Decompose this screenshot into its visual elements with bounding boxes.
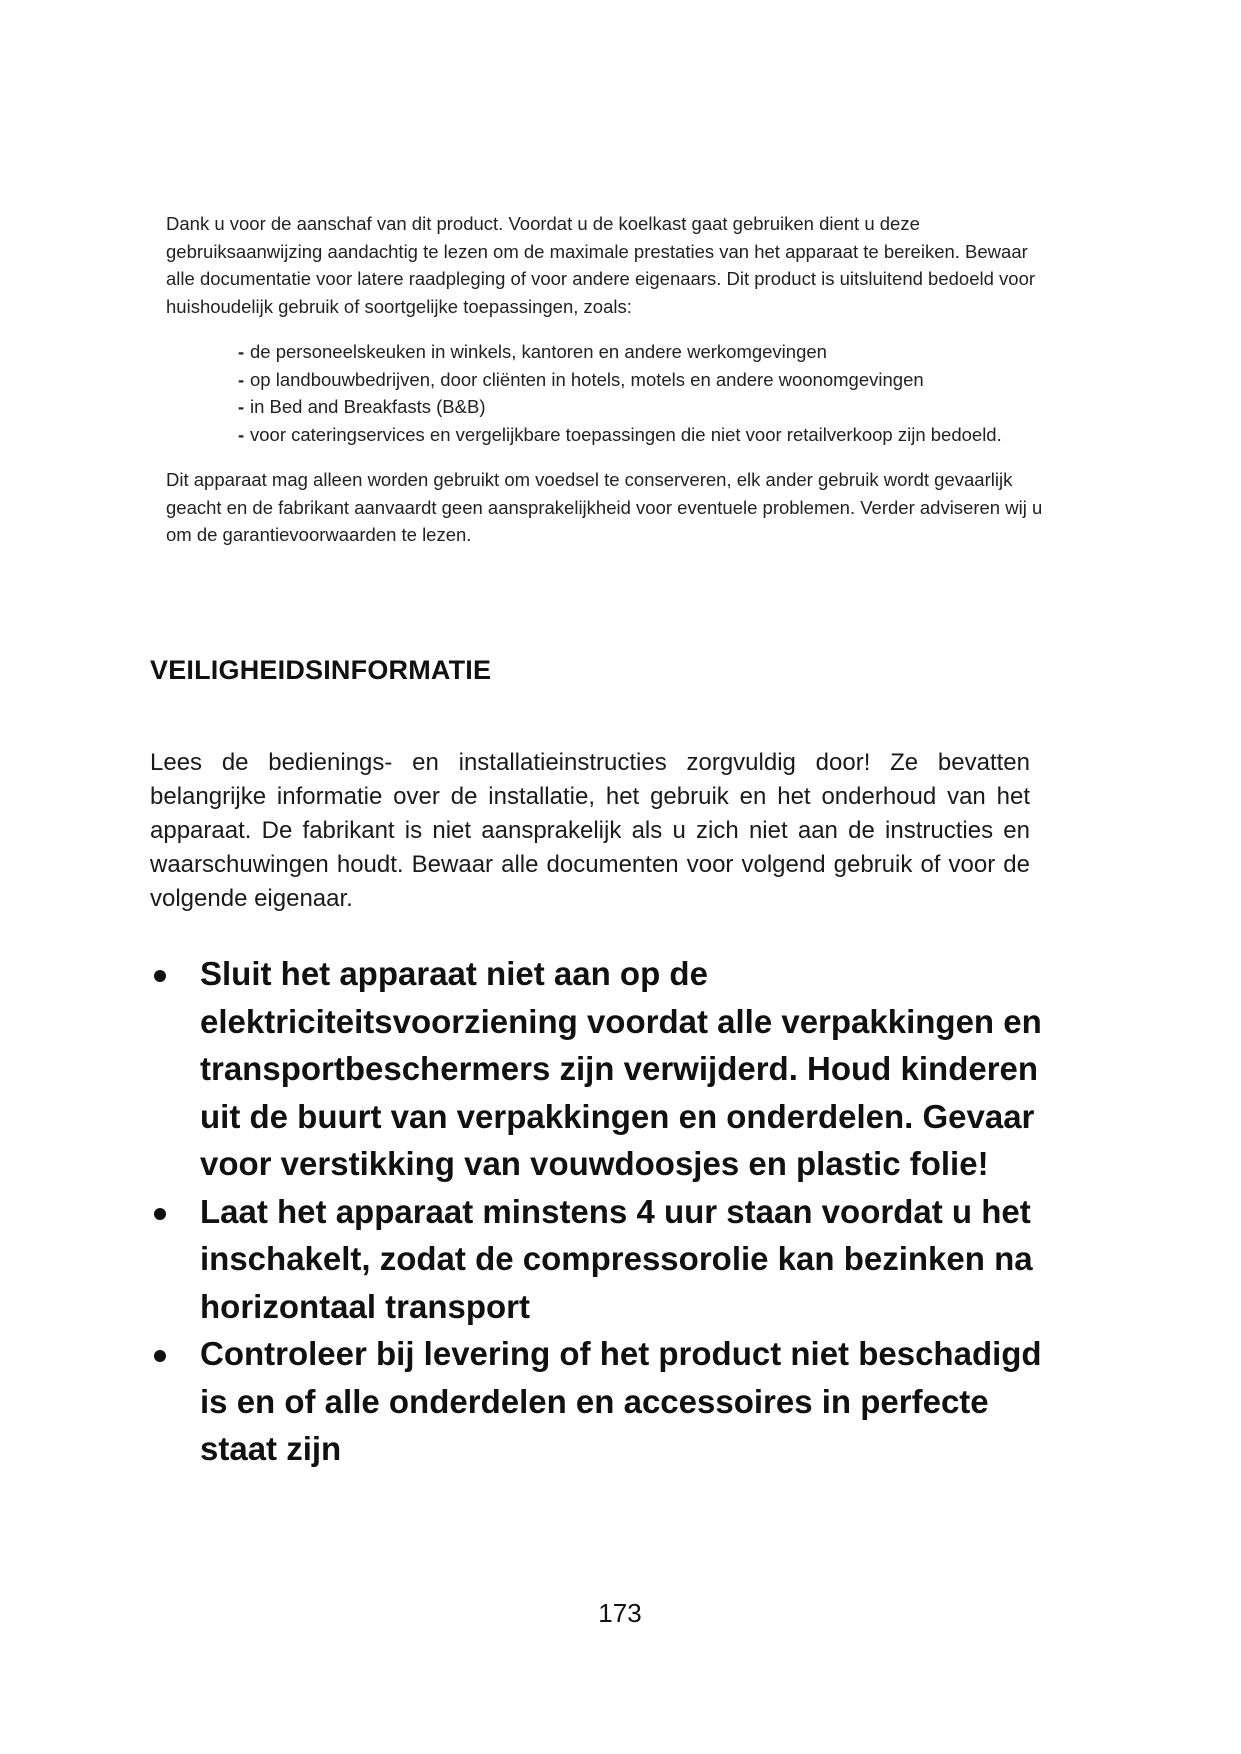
list-item: - voor cateringservices en vergelijkbare toepassingen die niet voor retailverkoop zijn bedoeld.	[238, 421, 1046, 449]
list-item: - op landbouwbedrijven, door cliënten in hotels, motels en andere woonomgevingen	[238, 366, 1046, 394]
bullet-icon	[154, 1208, 166, 1220]
page-number: 173	[598, 1598, 642, 1628]
warning-text: Controleer bij levering of het product niet beschadigd is en of alle onderdelen en accessoires in perfecte staat zijn	[200, 1335, 1042, 1467]
list-item: - in Bed and Breakfasts (B&B)	[238, 393, 1046, 421]
list-item: - de personeelskeuken in winkels, kantoren en andere werkomgevingen	[238, 338, 1046, 366]
intro-note: Dit apparaat mag alleen worden gebruikt om voedsel te conserveren, elk ander gebruik wordt gevaarlijk geacht en de fabrikant aanvaardt geen aansprakelijkheid voor eventuele problemen. Verder adviseren wij u om de garantievoorwaarden te lezen.	[166, 469, 1043, 545]
warning-item	[150, 950, 1070, 1188]
warning-list	[150, 950, 1070, 1473]
safety-intro-paragraph: Lees de bedienings- en installatieinstructies zorgvuldig door! Ze bevatten belangrijke informatie over de installatie, het gebruik en het onderhoud van het apparaat. De fabrikant is niet aansprakelijk als u zich niet aan de instructies en waarschuwingen houdt. Bewaar alle documenten voor volgend gebruik of voor de volgende eigenaar.	[150, 749, 1030, 912]
intro-paragraph: Dank u voor de aanschaf van dit product. Voordat u de koelkast gaat gebruiken dient u deze gebruiksaanwijzing aandachtig te lezen om de maximale prestaties van het apparaat te bereiken. Bewaar alle documentatie voor latere raadpleging of voor andere eigenaars. Dit product is uitsluitend bedoeld voor huishoudelijk gebruik of soortgelijke toepassingen, zoals:	[166, 213, 1036, 317]
warning-text: Laat het apparaat minstens 4 uur staan voordat u het inschakelt, zodat de compressorolie kan bezinken na horizontaal transport	[200, 1192, 1033, 1325]
intro-section	[166, 210, 1046, 549]
bullet-icon	[154, 970, 166, 982]
intended-use-list	[166, 338, 1046, 448]
bullet-icon	[154, 1350, 166, 1362]
warning-text: Sluit het apparaat niet aan op de elektriciteitsvoorziening voordat alle verpakkingen en transportbeschermers zijn verwijderd. Houd kinderen uit de buurt van verpakkingen en onderdelen. Gevaar voor verstikking van vouwdoosjes en plastic folie!	[200, 955, 1042, 1182]
warning-item	[150, 1188, 1070, 1331]
warning-item	[150, 1330, 1070, 1473]
section-title: VEILIGHEIDSINFORMATIE	[150, 655, 492, 685]
